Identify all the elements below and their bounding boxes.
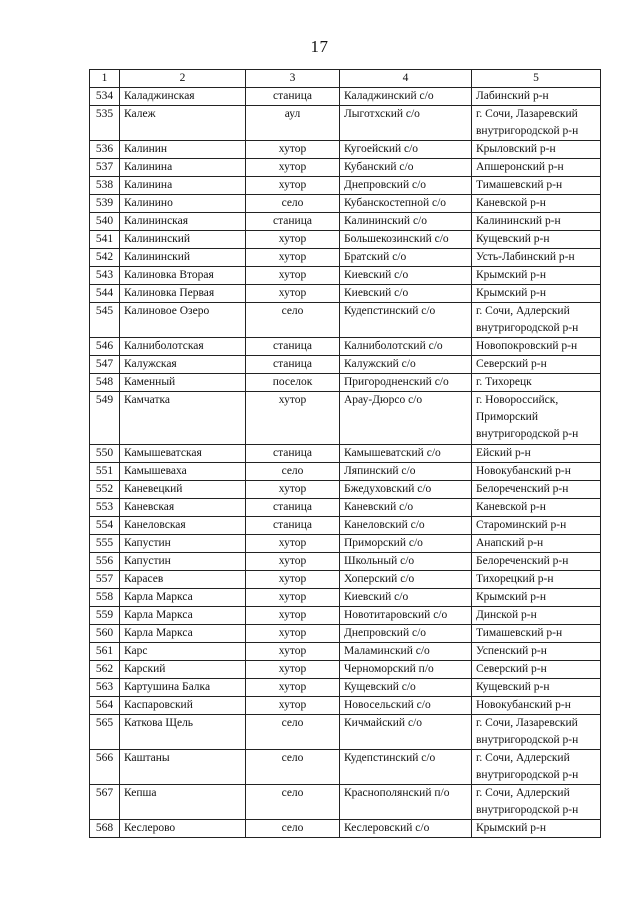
cell-number: 534 [90, 88, 120, 106]
cell-settlement-type: хутор [246, 697, 340, 715]
cell-rural-council: Кудепстинский с/о [340, 303, 472, 338]
cell-number: 560 [90, 625, 120, 643]
table-row [90, 607, 601, 625]
table-row [90, 571, 601, 589]
cell-rural-council: Киевский с/о [340, 589, 472, 607]
cell-number: 543 [90, 267, 120, 285]
cell-district: г. Новороссийск, Приморский внутригородской р-н [472, 392, 601, 445]
cell-rural-council: Каладжинский с/о [340, 88, 472, 106]
cell-settlement-name: Калужская [120, 356, 246, 374]
cell-settlement-name: Каневская [120, 499, 246, 517]
cell-district: Белореченский р-н [472, 481, 601, 499]
cell-settlement-name: Кепша [120, 785, 246, 820]
cell-district: г. Сочи, Адлерский внутригородской р-н [472, 303, 601, 338]
cell-settlement-name: Калниболотская [120, 338, 246, 356]
cell-district: Каневской р-н [472, 195, 601, 213]
cell-settlement-name: Карский [120, 661, 246, 679]
cell-settlement-name: Каладжинская [120, 88, 246, 106]
cell-district: Кущевский р-н [472, 679, 601, 697]
cell-settlement-type: станица [246, 499, 340, 517]
column-header-type: 3 [246, 70, 340, 88]
cell-number: 541 [90, 231, 120, 249]
cell-settlement-type: хутор [246, 141, 340, 159]
cell-rural-council: Кущевский с/о [340, 679, 472, 697]
cell-settlement-type: село [246, 750, 340, 785]
cell-rural-council: Кичмайский с/о [340, 715, 472, 750]
cell-district: Калининский р-н [472, 213, 601, 231]
cell-district: г. Сочи, Лазаревский внутригородской р-н [472, 715, 601, 750]
cell-settlement-type: станица [246, 356, 340, 374]
cell-rural-council: Черноморский п/о [340, 661, 472, 679]
cell-number: 536 [90, 141, 120, 159]
table-row [90, 643, 601, 661]
cell-district: г. Сочи, Лазаревский внутригородской р-н [472, 106, 601, 141]
cell-settlement-name: Калиновое Озеро [120, 303, 246, 338]
cell-settlement-type: хутор [246, 231, 340, 249]
cell-rural-council: Кугоейский с/о [340, 141, 472, 159]
cell-settlement-name: Каневецкий [120, 481, 246, 499]
cell-district: Северский р-н [472, 356, 601, 374]
table-row [90, 374, 601, 392]
column-header-district: 5 [472, 70, 601, 88]
table-row [90, 445, 601, 463]
cell-number: 568 [90, 820, 120, 838]
cell-rural-council: Каневский с/о [340, 499, 472, 517]
cell-district: Кущевский р-н [472, 231, 601, 249]
cell-settlement-name: Каменный [120, 374, 246, 392]
cell-settlement-type: хутор [246, 267, 340, 285]
cell-district: Усть-Лабинский р-н [472, 249, 601, 267]
cell-settlement-name: Калеж [120, 106, 246, 141]
cell-district: г. Сочи, Адлерский внутригородской р-н [472, 785, 601, 820]
cell-number: 557 [90, 571, 120, 589]
settlements-table [89, 69, 601, 838]
cell-rural-council: Калниболотский с/о [340, 338, 472, 356]
cell-number: 551 [90, 463, 120, 481]
cell-settlement-type: село [246, 715, 340, 750]
cell-number: 556 [90, 553, 120, 571]
cell-settlement-name: Каспаровский [120, 697, 246, 715]
cell-settlement-type: хутор [246, 589, 340, 607]
cell-district: Крымский р-н [472, 589, 601, 607]
cell-settlement-name: Капустин [120, 553, 246, 571]
cell-district: Апшеронский р-н [472, 159, 601, 177]
cell-number: 550 [90, 445, 120, 463]
cell-settlement-type: хутор [246, 607, 340, 625]
cell-settlement-type: село [246, 463, 340, 481]
cell-number: 547 [90, 356, 120, 374]
cell-rural-council: Школьный с/о [340, 553, 472, 571]
cell-settlement-type: станица [246, 445, 340, 463]
cell-district: Северский р-н [472, 661, 601, 679]
cell-rural-council: Приморский с/о [340, 535, 472, 553]
table-row [90, 285, 601, 303]
cell-rural-council: Канеловский с/о [340, 517, 472, 535]
table-row [90, 820, 601, 838]
cell-settlement-type: село [246, 820, 340, 838]
page-number: 17 [310, 37, 329, 56]
cell-settlement-type: хутор [246, 625, 340, 643]
cell-settlement-type: аул [246, 106, 340, 141]
cell-settlement-name: Карасев [120, 571, 246, 589]
cell-number: 553 [90, 499, 120, 517]
cell-settlement-name: Калинина [120, 159, 246, 177]
cell-settlement-type: хутор [246, 285, 340, 303]
cell-settlement-name: Карла Маркса [120, 589, 246, 607]
cell-settlement-type: хутор [246, 177, 340, 195]
table-row [90, 338, 601, 356]
cell-settlement-name: Камышеватская [120, 445, 246, 463]
column-header-council: 4 [340, 70, 472, 88]
cell-settlement-type: хутор [246, 535, 340, 553]
cell-number: 548 [90, 374, 120, 392]
cell-settlement-type: хутор [246, 571, 340, 589]
cell-district: Староминский р-н [472, 517, 601, 535]
cell-settlement-type: станица [246, 213, 340, 231]
cell-number: 545 [90, 303, 120, 338]
cell-district: г. Тихорецк [472, 374, 601, 392]
cell-settlement-name: Канеловская [120, 517, 246, 535]
cell-number: 552 [90, 481, 120, 499]
cell-number: 566 [90, 750, 120, 785]
cell-number: 567 [90, 785, 120, 820]
table-row [90, 499, 601, 517]
cell-number: 564 [90, 697, 120, 715]
cell-settlement-type: хутор [246, 392, 340, 445]
cell-number: 544 [90, 285, 120, 303]
cell-settlement-type: хутор [246, 643, 340, 661]
table-row [90, 750, 601, 785]
cell-settlement-type: станица [246, 88, 340, 106]
table-row [90, 463, 601, 481]
cell-settlement-name: Калинина [120, 177, 246, 195]
table-row [90, 481, 601, 499]
table-row [90, 213, 601, 231]
table-row [90, 195, 601, 213]
cell-rural-council: Киевский с/о [340, 285, 472, 303]
cell-rural-council: Ляпинский с/о [340, 463, 472, 481]
cell-settlement-name: Кеслерово [120, 820, 246, 838]
cell-rural-council: Кубанскостепной с/о [340, 195, 472, 213]
cell-number: 546 [90, 338, 120, 356]
table-row [90, 697, 601, 715]
cell-rural-council: Кеслеровский с/о [340, 820, 472, 838]
cell-settlement-name: Капустин [120, 535, 246, 553]
cell-district: Ейский р-н [472, 445, 601, 463]
cell-rural-council: Калининский с/о [340, 213, 472, 231]
table-row [90, 625, 601, 643]
cell-number: 549 [90, 392, 120, 445]
table-body [90, 88, 601, 838]
cell-settlement-name: Каткова Щель [120, 715, 246, 750]
cell-settlement-name: Калинин [120, 141, 246, 159]
cell-settlement-type: хутор [246, 679, 340, 697]
table-row [90, 88, 601, 106]
cell-settlement-name: Карла Маркса [120, 625, 246, 643]
table-row [90, 392, 601, 445]
cell-settlement-name: Каштаны [120, 750, 246, 785]
cell-settlement-name: Камчатка [120, 392, 246, 445]
cell-settlement-name: Калининская [120, 213, 246, 231]
cell-number: 562 [90, 661, 120, 679]
cell-settlement-type: хутор [246, 159, 340, 177]
cell-rural-council: Арау-Дюрсо с/о [340, 392, 472, 445]
cell-settlement-type: село [246, 195, 340, 213]
table-row [90, 141, 601, 159]
cell-settlement-name: Карс [120, 643, 246, 661]
cell-rural-council: Днепровский с/о [340, 625, 472, 643]
cell-number: 559 [90, 607, 120, 625]
cell-rural-council: Кубанский с/о [340, 159, 472, 177]
cell-settlement-type: хутор [246, 249, 340, 267]
cell-settlement-type: поселок [246, 374, 340, 392]
cell-rural-council: Братский с/о [340, 249, 472, 267]
cell-rural-council: Хоперский с/о [340, 571, 472, 589]
cell-district: Крымский р-н [472, 820, 601, 838]
cell-district: Тимашевский р-н [472, 625, 601, 643]
cell-rural-council: Лыготхский с/о [340, 106, 472, 141]
cell-district: Крымский р-н [472, 285, 601, 303]
cell-number: 555 [90, 535, 120, 553]
cell-settlement-type: станица [246, 338, 340, 356]
cell-district: Новопокровский р-н [472, 338, 601, 356]
cell-number: 563 [90, 679, 120, 697]
table-row [90, 715, 601, 750]
cell-district: Лабинский р-н [472, 88, 601, 106]
cell-rural-council: Новотитаровский с/о [340, 607, 472, 625]
cell-settlement-type: хутор [246, 661, 340, 679]
cell-rural-council: Киевский с/о [340, 267, 472, 285]
cell-settlement-type: село [246, 303, 340, 338]
cell-district: Крымский р-н [472, 267, 601, 285]
cell-district: Белореченский р-н [472, 553, 601, 571]
table-row [90, 589, 601, 607]
table-row [90, 106, 601, 141]
cell-number: 565 [90, 715, 120, 750]
cell-settlement-name: Камышеваха [120, 463, 246, 481]
table-row [90, 517, 601, 535]
cell-district: Крыловский р-н [472, 141, 601, 159]
cell-settlement-name: Калиновка Вторая [120, 267, 246, 285]
table-row [90, 356, 601, 374]
cell-number: 542 [90, 249, 120, 267]
cell-rural-council: Днепровский с/о [340, 177, 472, 195]
cell-number: 554 [90, 517, 120, 535]
table-row [90, 177, 601, 195]
cell-settlement-type: хутор [246, 481, 340, 499]
cell-number: 538 [90, 177, 120, 195]
cell-rural-council: Краснополянский п/о [340, 785, 472, 820]
cell-rural-council: Калужский с/о [340, 356, 472, 374]
cell-district: г. Сочи, Адлерский внутригородской р-н [472, 750, 601, 785]
cell-settlement-name: Калинино [120, 195, 246, 213]
cell-rural-council: Камышеватский с/о [340, 445, 472, 463]
cell-number: 539 [90, 195, 120, 213]
cell-settlement-name: Калининский [120, 231, 246, 249]
table-row [90, 249, 601, 267]
cell-number: 558 [90, 589, 120, 607]
cell-rural-council: Новосельский с/о [340, 697, 472, 715]
table-row [90, 535, 601, 553]
cell-settlement-type: село [246, 785, 340, 820]
cell-district: Анапский р-н [472, 535, 601, 553]
cell-rural-council: Бжедуховский с/о [340, 481, 472, 499]
table-row [90, 231, 601, 249]
cell-rural-council: Большекозинский с/о [340, 231, 472, 249]
cell-rural-council: Маламинский с/о [340, 643, 472, 661]
table-row [90, 267, 601, 285]
table-row [90, 159, 601, 177]
cell-number: 540 [90, 213, 120, 231]
table-row [90, 661, 601, 679]
cell-rural-council: Пригородненский с/о [340, 374, 472, 392]
cell-district: Тихорецкий р-н [472, 571, 601, 589]
cell-district: Новокубанский р-н [472, 697, 601, 715]
table-header-row [90, 70, 601, 88]
cell-number: 535 [90, 106, 120, 141]
cell-district: Новокубанский р-н [472, 463, 601, 481]
cell-number: 561 [90, 643, 120, 661]
cell-settlement-name: Калининский [120, 249, 246, 267]
cell-settlement-type: станица [246, 517, 340, 535]
cell-settlement-name: Карла Маркса [120, 607, 246, 625]
cell-rural-council: Кудепстинский с/о [340, 750, 472, 785]
cell-district: Каневской р-н [472, 499, 601, 517]
table-row [90, 303, 601, 338]
column-header-name: 2 [120, 70, 246, 88]
table-row [90, 785, 601, 820]
cell-settlement-name: Картушина Балка [120, 679, 246, 697]
table-row [90, 679, 601, 697]
table-row [90, 553, 601, 571]
cell-settlement-type: хутор [246, 553, 340, 571]
column-header-number: 1 [90, 70, 120, 88]
cell-settlement-name: Калиновка Первая [120, 285, 246, 303]
cell-district: Тимашевский р-н [472, 177, 601, 195]
cell-district: Успенский р-н [472, 643, 601, 661]
cell-number: 537 [90, 159, 120, 177]
cell-district: Динской р-н [472, 607, 601, 625]
